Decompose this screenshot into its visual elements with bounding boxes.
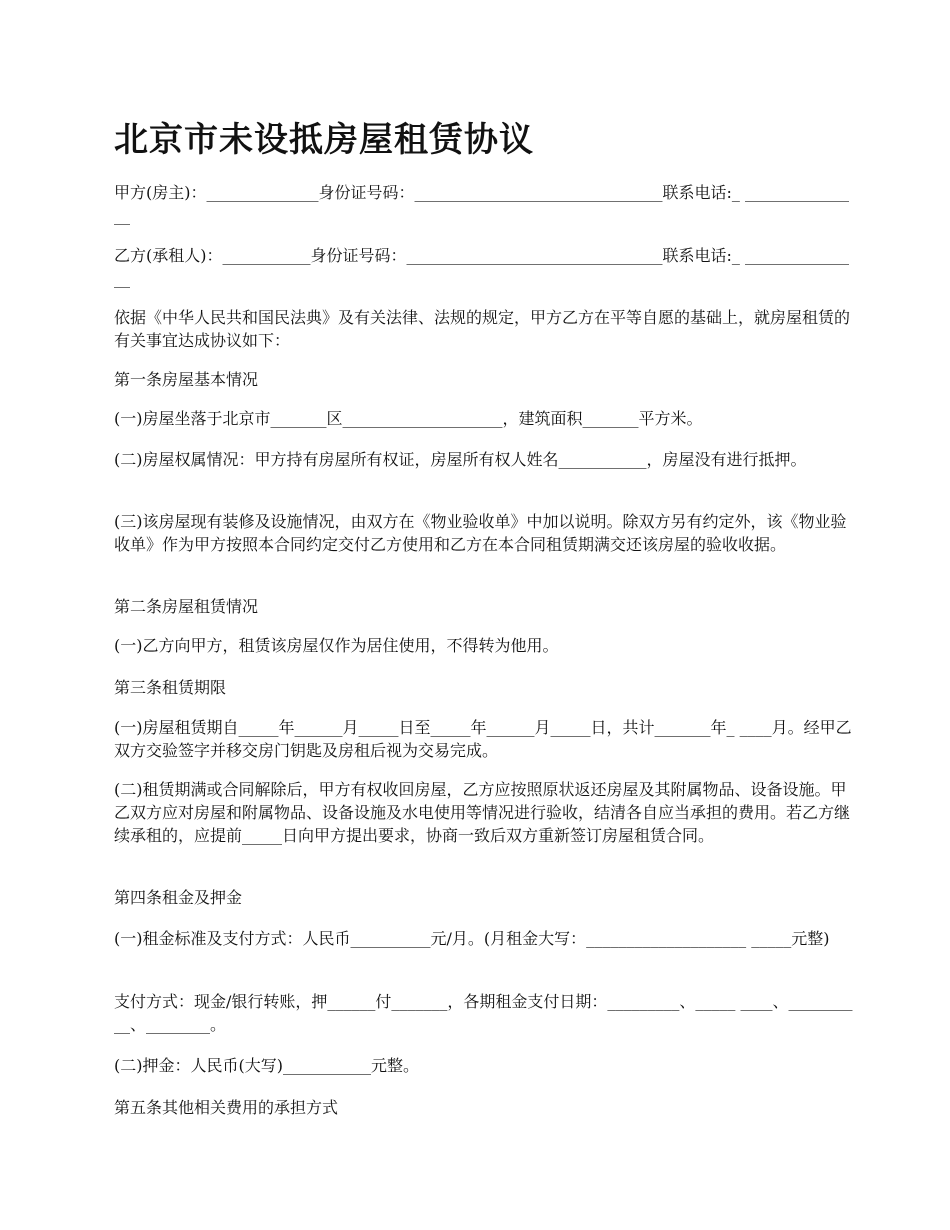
clause-1-2: (二)房屋权属情况：甲方持有房屋所有权证，房屋所有权人姓名___________，房屋没有进行抵押。 xyxy=(114,450,807,469)
section-heading-1: 第一条房屋基本情况 xyxy=(114,370,259,389)
document-title: 北京市未设抵房屋租赁协议 xyxy=(114,120,534,160)
clause-1-1: (一)房屋坐落于北京市_______区____________________，建筑面积_______平方米。 xyxy=(114,409,703,428)
party-b-line: 乙方(承租人)：___________身份证号码：________________________________联系电话:_ _______________ xyxy=(114,246,849,288)
section-heading-2: 第二条房屋租赁情况 xyxy=(114,597,259,616)
section-heading-4: 第四条租金及押金 xyxy=(114,888,243,907)
section-heading-3: 第三条租赁期限 xyxy=(114,678,227,697)
payment-method-line: 支付方式：现金/银行转账，押______付_______，各期租金支付日期：_________、_____ ____、__________、________。 xyxy=(114,992,853,1034)
clause-1-3: (三)该房屋现有装修及设施情况，由双方在《物业验收单》中加以说明。除双方另有约定外，该《物业验收单》作为甲方按照本合同约定交付乙方使用和乙方在本合同租赁期满交还该房屋的验收收据。 xyxy=(114,512,847,554)
section-heading-5: 第五条其他相关费用的承担方式 xyxy=(114,1098,339,1117)
clause-2-1: (一)乙方向甲方，租赁该房屋仅作为居住使用，不得转为他用。 xyxy=(114,636,559,655)
clause-3-2: (二)租赁期满或合同解除后，甲方有权收回房屋，乙方应按照原状返还房屋及其附属物品、设备设施。甲乙双方应对房屋和附属物品、设备设施及水电使用等情况进行验收，结清各自应当承担的费用。若乙方继续承租的，应提前_____日向甲方提出要求，协商一致后双方重新签订房屋租赁合同。 xyxy=(114,780,851,845)
party-a-line: 甲方(房主)：______________身份证号码：_______________________________联系电话:_ _______________ xyxy=(114,183,849,225)
preamble-paragraph: 依据《中华人民共和国民法典》及有关法律、法规的规定，甲方乙方在平等自愿的基础上，就房屋租赁的有关事宜达成协议如下： xyxy=(114,308,851,350)
clause-4-1: (一)租金标准及支付方式：人民币__________元/月。(月租金大写：____________________ _____元整) xyxy=(114,929,830,948)
clause-3-1: (一)房屋租赁期自_____年______月_____日至_____年______月_____日，共计_______年_ ____月。经甲乙双方交验签字并移交房门钥匙及房租后视为交易完成。 xyxy=(114,718,852,760)
clause-4-2: (二)押金：人民币(大写)___________元整。 xyxy=(114,1056,419,1075)
